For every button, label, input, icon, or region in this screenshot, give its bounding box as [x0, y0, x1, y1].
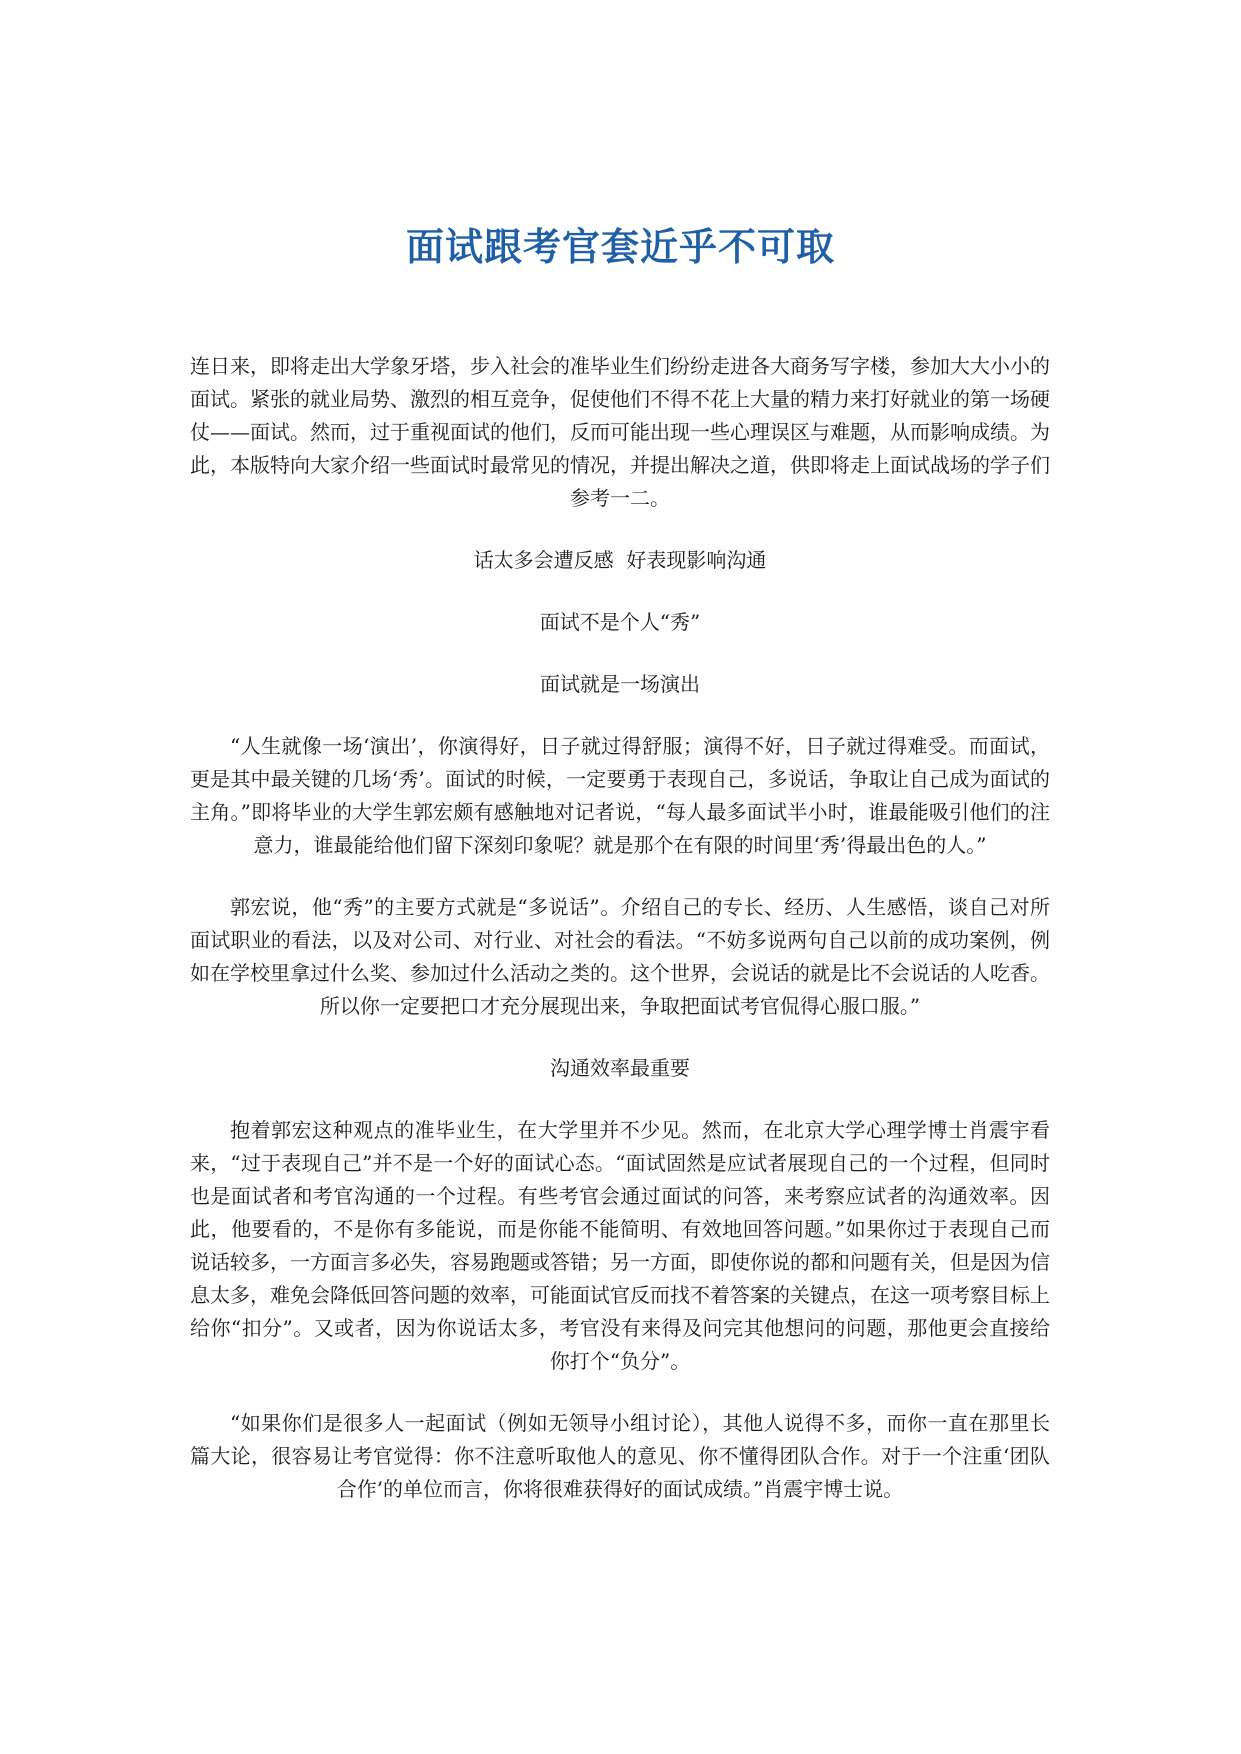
intro-paragraph: 连日来，即将走出大学象牙塔，步入社会的准毕业生们纷纷走进各大商务写字楼，参加大大小小的面试。紧张的就业局势、激烈的相互竞争，促使他们不得不花上大量的精力来打好就业的第一场硬仗——面试。然而，过于重视面试的他们，反而可能出现一些心理误区与难题，从而影响成绩。为此，本版特向大家介绍一些面试时最常见的情况，并提出解决之道，供即将走上面试战场的学子们参考一二。: [190, 354, 1050, 510]
section-heading: 面试就是一场演出: [540, 672, 700, 696]
section-heading: 面试不是个人“秀”: [539, 610, 701, 634]
spacer: [190, 1023, 1050, 1052]
page-title: 面试跟考官套近乎不可取: [405, 224, 835, 269]
body-paragraph: 郭宏说，他“秀”的主要方式就是“多说话”。介绍自己的专长、经历、人生感悟，谈自己对所面试职业的看法，以及对公司、对行业、对社会的看法。“不妨多说两句自己以前的成功案例，例如在学校里拿过什么奖、参加过什么活动之类的。这个世界，会说话的就是比不会说话的人吃香。所以你一定要把口才充分展现出来，争取把面试考官侃得心服口服。”: [190, 895, 1050, 1018]
section-heading: 话太多会遭反感 好表现影响沟通: [473, 548, 767, 572]
body-paragraph: 抱着郭宏这种观点的准毕业生，在大学里并不少见。然而，在北京大学心理学博士肖震宇看来，“过于表现自己”并不是一个好的面试心态。“面试固然是应试者展现自己的一个过程，但同时也是面试者和考官沟通的一个过程。有些考官会通过面试的问答，来考察应试者的沟通效率。因此，他要看的，不是你有多能说，而是你能不能简明、有效地回答问题。”如果你过于表现自己而说话较多，一方面言多必失，容易跑题或答错；另一方面，即使你说的都和问题有关，但是因为信息太多，难免会降低回答问题的效率，可能面试官反而找不着答案的关键点，在这一项考察目标上给你“扣分”。又或者，因为你说话太多，考官没有来得及问完其他想问的问题，那他更会直接给你打个“负分”。: [190, 1118, 1050, 1373]
spacer: [190, 701, 1050, 730]
spacer: [190, 639, 1050, 668]
section-heading: 沟通效率最重要: [550, 1056, 690, 1080]
spacer: [190, 577, 1050, 606]
body-paragraph: “人生就像一场‘演出’，你演得好，日子就过得舒服；演得不好，日子就过得难受。而面试，更是其中最关键的几场‘秀’。面试的时候，一定要勇于表现自己，多说话，争取让自己成为面试的主角。”即将毕业的大学生郭宏颇有感触地对记者说，“每人最多面试半小时，谁最能吸引他们的注意力，谁最能给他们留下深刻印象呢？就是那个在有限的时间里‘秀’得最出色的人。”: [190, 734, 1050, 857]
spacer: [190, 515, 1050, 544]
spacer: [190, 1378, 1050, 1407]
article-body: [190, 350, 1050, 1506]
spacer: [190, 862, 1050, 891]
spacer: [190, 1085, 1050, 1114]
body-paragraph: “如果你们是很多人一起面试（例如无领导小组讨论），其他人说得不多，而你一直在那里长篇大论，很容易让考官觉得：你不注意听取他人的意见、你不懂得团队合作。对于一个注重‘团队合作’的单位而言，你将很难获得好的面试成绩。”肖震宇博士说。: [190, 1411, 1050, 1501]
